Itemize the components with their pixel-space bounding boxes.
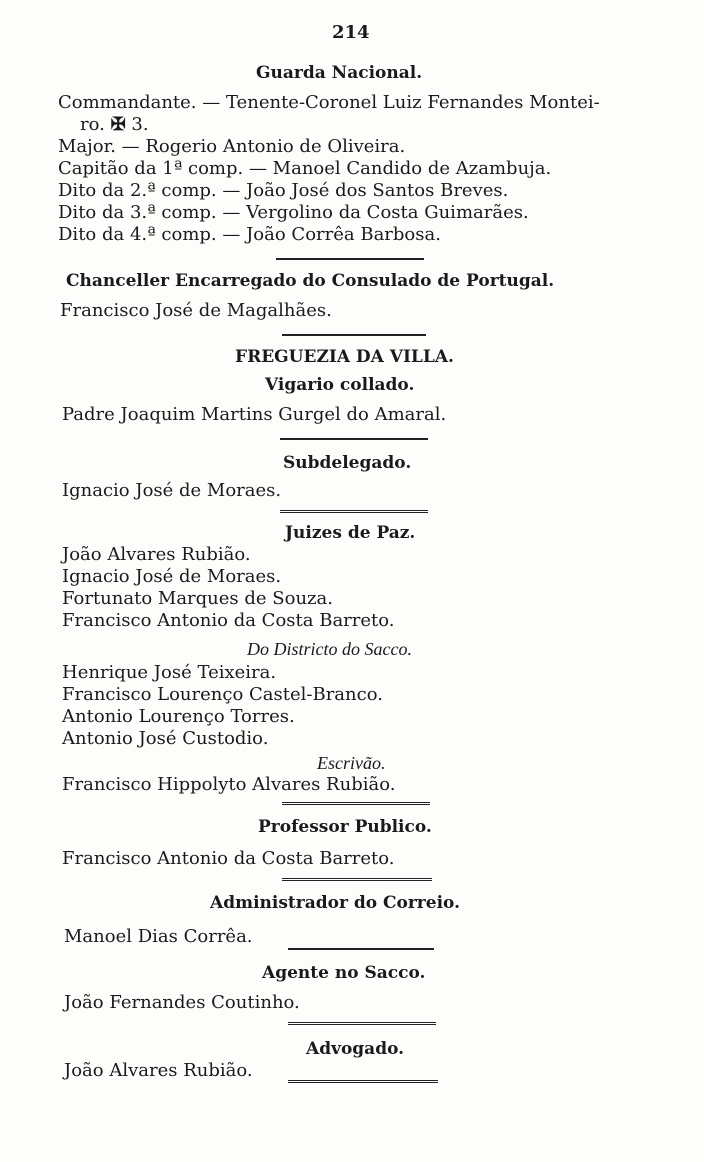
divider [280, 510, 428, 515]
section-title-correio: Administrador do Correio. [210, 893, 460, 913]
section-title-subdelegado: Subdelegado. [283, 453, 412, 473]
sacco-juiz-name: Henrique José Teixeira. [62, 662, 277, 683]
guarda-line-continuation [80, 114, 149, 136]
sacco-juiz-name: Francisco Lourenço Castel-Branco. [62, 684, 383, 705]
subdelegado-name: Ignacio José de Moraes. [62, 480, 282, 501]
section-title-advogado: Advogado. [306, 1039, 405, 1059]
escrivao-title: Escrivão. [317, 753, 386, 773]
agente-name: João Fernandes Coutinho. [64, 992, 300, 1013]
divider [288, 1022, 436, 1027]
sacco-juiz-name: Antonio Lourenço Torres. [62, 706, 295, 727]
section-title-juizes: Juizes de Paz. [285, 523, 416, 543]
juiz-name: Ignacio José de Moraes. [62, 566, 282, 587]
divider [288, 948, 434, 950]
guarda-line-dito-4: Dito da 4.ª comp. — João Corrêa Barbosa. [58, 224, 441, 245]
guarda-line-capitao: Capitão da 1ª comp. — Manoel Candido de Azambuja. [58, 158, 552, 179]
continuation-suffix: 3. [131, 114, 149, 135]
vigario-title: Vigario collado. [265, 375, 415, 395]
escrivao-name: Francisco Hippolyto Alvares Rubião. [62, 774, 396, 795]
page-number: 214 [332, 22, 370, 43]
divider [282, 878, 432, 883]
sacco-district-title: Do Districto do Sacco. [247, 639, 412, 659]
section-title-agente: Agente no Sacco. [262, 963, 426, 983]
order-cross-icon: ✠ [110, 114, 126, 135]
juiz-name: Francisco Antonio da Costa Barreto. [62, 610, 395, 631]
advogado-name: João Alvares Rubião. [64, 1060, 253, 1081]
chanceller-name: Francisco José de Magalhães. [60, 300, 332, 321]
juiz-name: João Alvares Rubião. [62, 544, 251, 565]
divider [276, 258, 424, 260]
correio-name: Manoel Dias Corrêa. [64, 926, 253, 947]
section-title-freguezia: FREGUEZIA DA VILLA. [235, 347, 454, 367]
vigario-name: Padre Joaquim Martins Gurgel do Amaral. [62, 404, 447, 425]
section-title-chanceller: Chanceller Encarregado do Consulado de Portugal. [66, 271, 555, 291]
sacco-juiz-name: Antonio José Custodio. [62, 728, 269, 749]
divider [280, 438, 428, 440]
divider [282, 334, 426, 336]
guarda-line-major: Major. — Rogerio Antonio de Oliveira. [58, 136, 406, 157]
continuation-prefix: ro. [80, 114, 105, 135]
section-title-guarda-nacional: Guarda Nacional. [256, 63, 423, 83]
guarda-line-dito-3: Dito da 3.ª comp. — Vergolino da Costa Guimarães. [58, 202, 529, 223]
section-title-professor: Professor Publico. [258, 817, 432, 837]
professor-name: Francisco Antonio da Costa Barreto. [62, 848, 395, 869]
juiz-name: Fortunato Marques de Souza. [62, 588, 333, 609]
divider [288, 1080, 438, 1085]
guarda-line-dito-2: Dito da 2.ª comp. — João José dos Santos Breves. [58, 180, 509, 201]
divider [282, 802, 430, 807]
guarda-line-commandante: Commandante. — Tenente-Coronel Luiz Fernandes Montei- [58, 92, 600, 113]
